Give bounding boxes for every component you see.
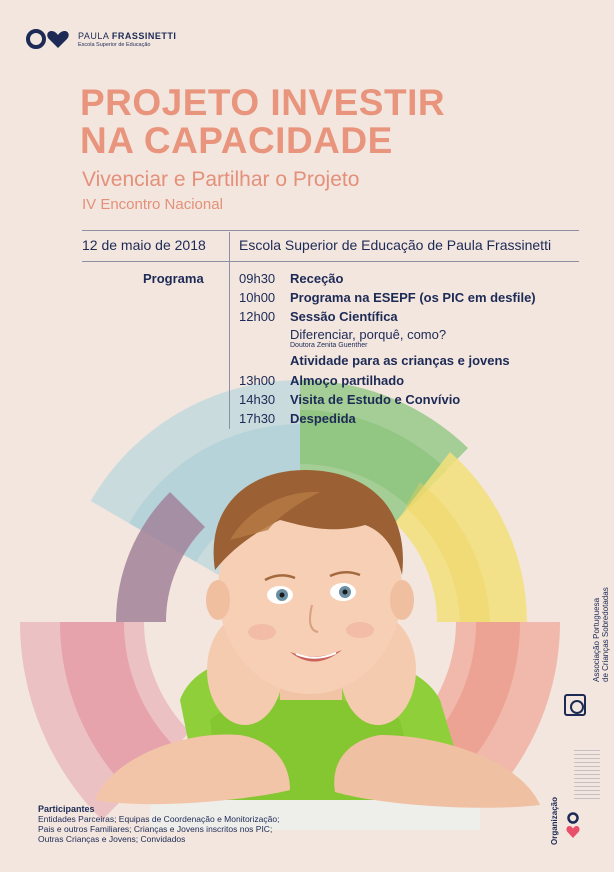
agenda-title: Almoço partilhado bbox=[290, 373, 405, 388]
title-line-2: NA CAPACIDADE bbox=[80, 120, 393, 161]
event-venue: Escola Superior de Educação de Paula Frassinetti bbox=[239, 237, 552, 253]
organization-label: Organização bbox=[550, 796, 559, 845]
divider-top bbox=[82, 230, 579, 231]
organizer-logo-icon bbox=[566, 812, 580, 840]
participants-line-2: Pais e outros Familiares; Crianças e Jovens inscritos nos PIC; bbox=[38, 824, 273, 834]
partner-logo-text bbox=[574, 750, 600, 800]
logo-text bbox=[78, 31, 176, 48]
agenda-speaker: Doutora Zenita Guenther bbox=[290, 342, 368, 349]
title-line-1: PROJETO INVESTIR bbox=[80, 82, 446, 123]
agenda-title: Atividade para as crianças e jovens bbox=[290, 353, 510, 368]
apcs-line-1: Associação Portuguesa bbox=[592, 597, 601, 682]
subtitle: Vivenciar e Partilhar o Projeto bbox=[82, 168, 360, 191]
agenda-subtitle: Diferenciar, porquê, como? bbox=[290, 327, 447, 342]
event-date: 12 de maio de 2018 bbox=[82, 237, 206, 253]
page-title bbox=[80, 84, 445, 160]
agenda-title: Despedida bbox=[290, 411, 356, 426]
divider-vertical bbox=[229, 232, 230, 429]
divider-bottom bbox=[82, 261, 579, 262]
agenda-time: 17h30 bbox=[239, 411, 276, 426]
program-label: Programa bbox=[143, 271, 204, 286]
agenda-time: 12h00 bbox=[239, 309, 276, 324]
brand-subtitle: Escola Superior de Educação bbox=[78, 41, 151, 48]
logo-mark-icon bbox=[26, 28, 70, 50]
agenda-time: 13h00 bbox=[239, 373, 276, 388]
agenda-time: 10h00 bbox=[239, 290, 276, 305]
agenda-title: Sessão Científica bbox=[290, 309, 398, 324]
agenda-title: Visita de Estudo e Convívio bbox=[290, 392, 461, 407]
participants-line-1: Entidades Parceiras; Equipas de Coordenação e Monitorização; bbox=[38, 814, 280, 824]
agenda-title: Programa na ESEPF (os PIC em desfile) bbox=[290, 290, 536, 305]
agenda-time: 14h30 bbox=[239, 392, 276, 407]
agenda-time: 09h30 bbox=[239, 271, 276, 286]
apcs-line-2: de Crianças Sobredotadas bbox=[601, 587, 610, 682]
apcs-name bbox=[592, 587, 610, 682]
participants-heading: Participantes bbox=[38, 804, 95, 814]
esepf-logo bbox=[26, 28, 176, 50]
agenda-title: Receção bbox=[290, 271, 344, 286]
participants-block bbox=[38, 804, 279, 844]
participants-line-3: Outras Crianças e Jovens; Convidados bbox=[38, 834, 186, 844]
brand-name: PAULA FRASSINETTI bbox=[78, 30, 177, 41]
apcs-emblem-icon bbox=[564, 694, 586, 716]
edition-label: IV Encontro Nacional bbox=[82, 196, 223, 213]
